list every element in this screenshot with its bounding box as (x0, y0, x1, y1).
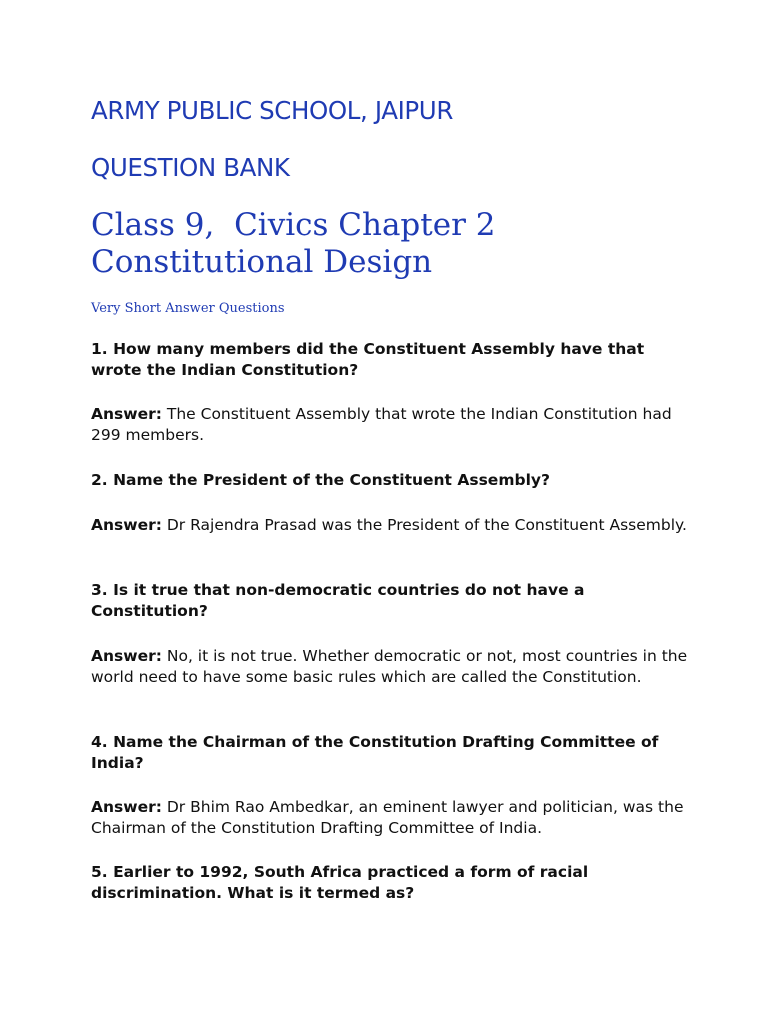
answer-3 (91, 646, 691, 687)
chapter-title-line2: Constitutional Design (91, 244, 433, 280)
answer-text: The Constituent Assembly that wrote the Indian Constitution had 299 members. (91, 405, 672, 444)
answer-4 (91, 797, 691, 838)
question-2: 2. Name the President of the Constituent Assembly? (91, 471, 550, 489)
question-3: 3. Is it true that non-democratic countries do not have a Constitution? (91, 581, 585, 620)
answer-label: Answer: (91, 516, 162, 534)
answer-text: Dr Bhim Rao Ambedkar, an eminent lawyer and politician, was the Chairman of the Constitution Drafting Committee of India. (91, 798, 684, 837)
answer-text: Dr Rajendra Prasad was the President of the Constituent Assembly. (166, 516, 687, 534)
chapter-title (91, 207, 495, 281)
answer-label: Answer: (91, 405, 162, 423)
school-name: ARMY PUBLIC SCHOOL, JAIPUR (91, 96, 453, 125)
question-4: 4. Name the Chairman of the Constitution Drafting Committee of India? (91, 733, 659, 772)
answer-2 (91, 515, 691, 536)
answer-text: No, it is not true. Whether democratic or not, most countries in the world need to have some basic rules which are called the Constitution. (91, 647, 688, 686)
answer-label: Answer: (91, 647, 162, 665)
document-subtitle: QUESTION BANK (91, 153, 290, 182)
chapter-title-line1: Class 9, Civics Chapter 2 (91, 207, 496, 243)
question-5: 5. Earlier to 1992, South Africa practiced a form of racial discrimination. What is it termed as? (91, 863, 589, 902)
answer-1 (91, 404, 691, 445)
question-1: 1. How many members did the Constituent Assembly have that wrote the Indian Constitution? (91, 340, 645, 379)
section-heading: Very Short Answer Questions (91, 301, 285, 316)
answer-label: Answer: (91, 798, 162, 816)
